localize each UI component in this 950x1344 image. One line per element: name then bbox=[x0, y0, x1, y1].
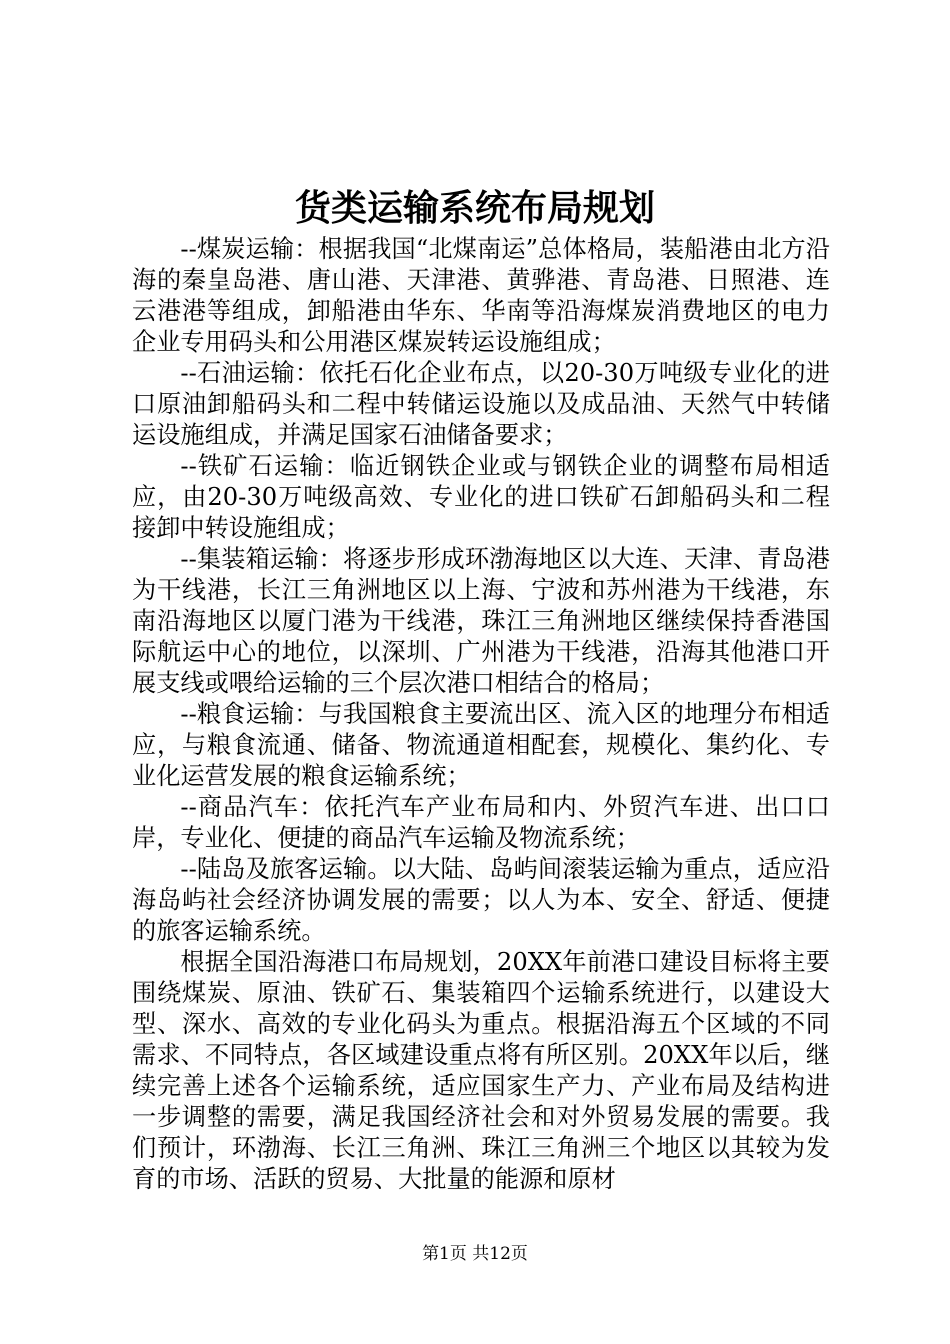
document-title: 货类运输系统布局规划 bbox=[294, 187, 655, 229]
paragraph-coal: --煤炭运输：根据我国“北煤南运”总体格局，装船港由北方沿海的秦皇岛港、唐山港、天津港、黄骅港、青岛港、日照港、连云港港等组成，卸船港由华东、华南等沿海煤炭消费地区的电力企业专用码头和公用港区煤炭转运设施组成； bbox=[132, 235, 830, 356]
paragraph-grain: --粮食运输：与我国粮食主要流出区、流入区的地理分布相适应，与粮食流通、储备、物流通道相配套，规模化、集约化、专业化运营发展的粮食运输系统； bbox=[132, 700, 830, 790]
paragraph-passenger: --陆岛及旅客运输。以大陆、岛屿间滚装运输为重点，适应沿海岛屿社会经济协调发展的需要；以人为本、安全、舒适、便捷的旅客运输系统。 bbox=[132, 855, 830, 945]
paragraph-container: --集装箱运输：将逐步形成环渤海地区以大连、天津、青岛港为干线港，长江三角洲地区以上海、宁波和苏州港为干线港，东南沿海地区以厦门港为干线港，珠江三角洲地区继续保持香港国际航运中心的地位，以深圳、广州港为干线港，沿海其他港口开展支线或喂给运输的三个层次港口相结合的格局； bbox=[132, 545, 830, 697]
paragraph-oil: --石油运输：依托石化企业布点，以20-30万吨级专业化的进口原油卸船码头和二程中转储运设施以及成品油、天然气中转储运设施组成，并满足国家石油储备要求； bbox=[132, 359, 830, 449]
document-body bbox=[132, 234, 830, 1195]
paragraph-summary: 根据全国沿海港口布局规划，20XX年前港口建设目标将主要围绕煤炭、原油、铁矿石、集装箱四个运输系统进行，以建设大型、深水、高效的专业化码头为重点。根据沿海五个区域的不同需求、不同特点，各区域建设重点将有所区别。20XX年以后，继续完善上述各个运输系统，适应国家生产力、产业布局及结构进一步调整的需要，满足我国经济社会和对外贸易发展的需要。我们预计，环渤海、长江三角洲、珠江三角洲三个地区以其较为发育的市场、活跃的贸易、大批量的能源和原材 bbox=[132, 948, 830, 1193]
paragraph-vehicles: --商品汽车：依托汽车产业布局和内、外贸汽车进、出口口岸，专业化、便捷的商品汽车运输及物流系统； bbox=[132, 793, 830, 852]
page-footer: 第1页 共12页 bbox=[422, 1244, 528, 1264]
paragraph-iron-ore: --铁矿石运输：临近钢铁企业或与钢铁企业的调整布局相适应，由20-30万吨级高效、专业化的进口铁矿石卸船码头和二程接卸中转设施组成； bbox=[132, 452, 830, 542]
